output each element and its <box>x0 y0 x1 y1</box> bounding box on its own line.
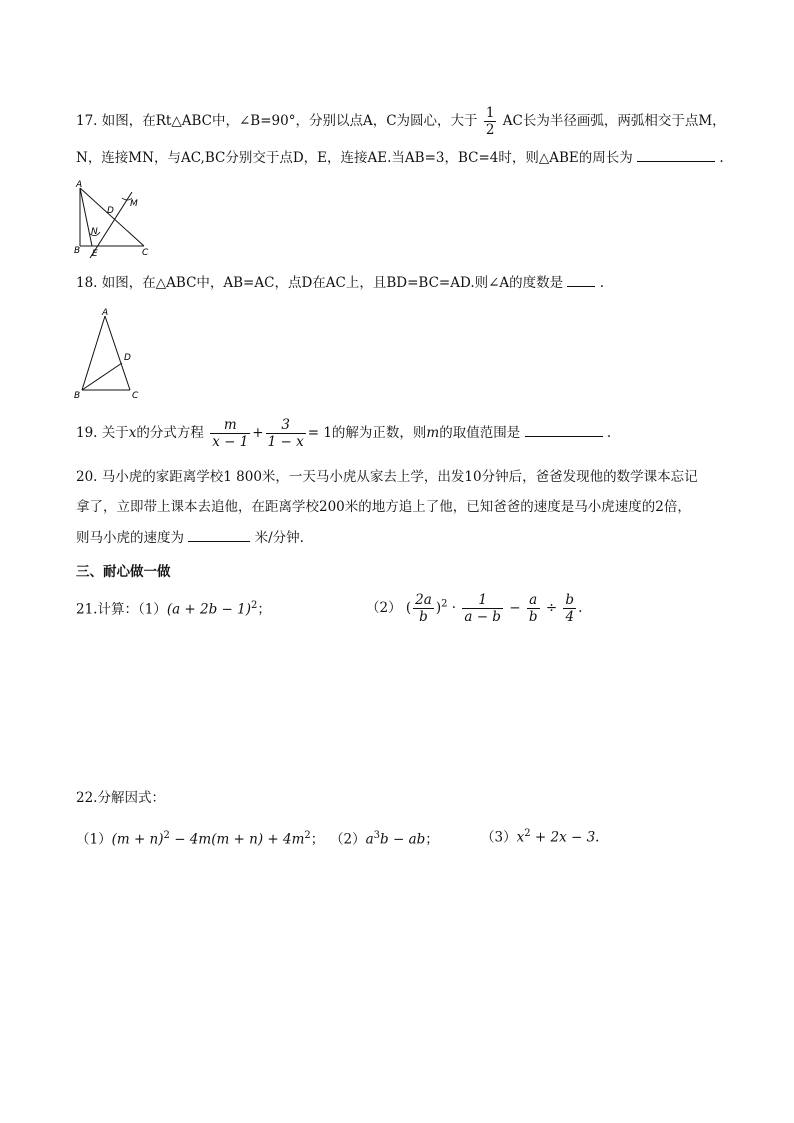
question-21-part-1: 21.计算：$(1)(a + 2b - 1)^2$； <box>76 600 271 618</box>
label-C: C <box>132 391 139 400</box>
answer-blank-20 <box>188 529 250 542</box>
answer-blank-17 <box>637 149 715 162</box>
question-18: 18. 如图，在△ABC中，AB=AC，点D在AC上，且BD=BC=AD.则∠A的度数是 . <box>76 275 605 291</box>
label-C: C <box>142 248 149 258</box>
question-17-line-2: N，连接MN，与AC,BC分别交于点D，E，连接AE.当AB=3，BC=4时，则△ABE的周长为 . <box>76 150 724 166</box>
label-A: A <box>76 180 83 190</box>
question-22-part-3: $(3)x^2 + 2x - 3$. <box>481 828 600 846</box>
label-B: B <box>74 391 81 400</box>
label-D: D <box>124 353 131 363</box>
label-E: E <box>92 249 98 259</box>
fraction-b-over-4: $\frac{b}{4}$ <box>565 592 575 625</box>
label-D: D <box>107 206 114 216</box>
fraction-one-half: $\frac{1}{2}$ <box>485 105 495 138</box>
fraction-1-over-a-minus-b: $\frac{1}{a - b}$ <box>464 592 501 625</box>
answer-blank-19 <box>525 424 603 437</box>
question-22-part-2: $(2)a^3b$ − ab； <box>330 830 439 848</box>
label-A: A <box>102 308 109 318</box>
figure-18-triangle <box>72 308 152 400</box>
figure-17-triangle <box>70 178 160 262</box>
question-20-line-1: 20. 马小虎的家距离学校1 800米，一天马小虎从家去上学，出发10分钟后，爸爸发现他的数学课本忘记 <box>76 469 698 485</box>
question-19: 19. 关于x的分式方程 $\frac{m}{x - 1}$ + $\frac{3}{1 - x}$ = 1的解为正数，则m的取值范围是 . <box>76 417 612 450</box>
section-3-title: 三、耐心做一做 <box>76 564 171 580</box>
question-17-line-1: 17. 如图，在Rt△ABC中，∠B=90°，分别以点A，C为圆心，大于 $\frac{1}{2}$ AC长为半径画弧，两弧相交于点M， <box>76 105 726 138</box>
question-20-line-2: 拿了，立即带上课本去追他，在距离学校200米的地方追上了他，已知爸爸的速度是马小虎速度的2倍， <box>76 499 691 515</box>
fraction-2a-over-b: $\frac{2a}{b}$ <box>415 592 432 625</box>
label-M: M <box>130 199 138 209</box>
question-22-title: 22.分解因式： <box>76 790 165 806</box>
question-21-part-2: （2） ( $\frac{2a}{b}$ )$^2$ · $\frac{1}{a - b}$ − $\frac{a}{b}$ ÷ $\frac{b}{4}$ . <box>366 592 583 625</box>
question-20-line-3: 则马小虎的速度为 米/分钟. <box>76 530 304 546</box>
question-22-part-1: $(1)(m + n)^2 - 4m(m + n) + 4m^2$； <box>76 830 325 848</box>
label-B: B <box>74 246 81 256</box>
answer-blank-18 <box>567 274 595 287</box>
fraction-a-over-b: $\frac{a}{b}$ <box>528 592 538 625</box>
fraction-m-over-x-minus-1: $\frac{m}{x - 1}$ <box>212 417 249 450</box>
fraction-3-over-1-minus-x: $\frac{3}{1 - x}$ <box>267 417 304 450</box>
label-N: N <box>91 227 98 237</box>
